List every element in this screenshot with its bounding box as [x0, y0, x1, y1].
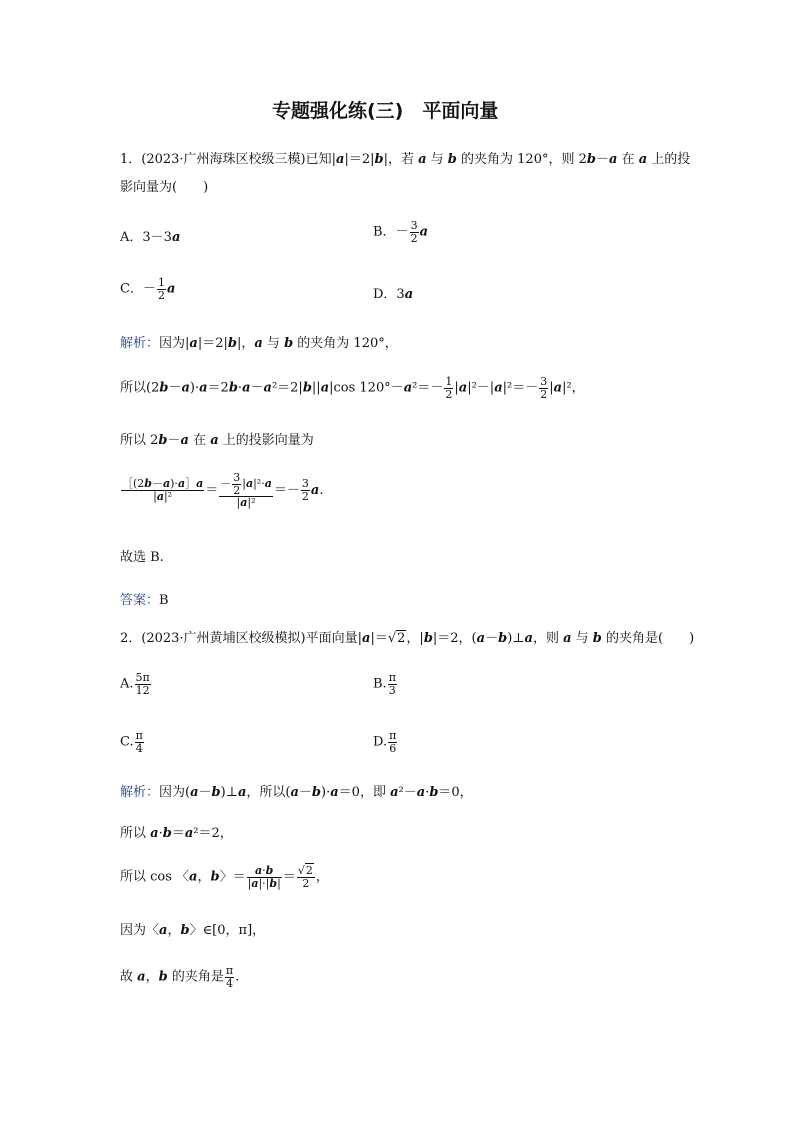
- page-title: 专题强化练(三) 平面向量: [272, 100, 499, 122]
- q1-option-d: D．3a: [373, 287, 414, 302]
- q1-option-b: B．－ $\frac{3}{2}$ a: [373, 219, 428, 245]
- q1-option-a: A．3－3a: [120, 230, 181, 245]
- q2-solution-line4: 因为〈a，b〉∈[0，π]，: [120, 923, 266, 938]
- q2-solution-line5: 故 a，b 的夹角是 $\frac{\pi}{4}$ .: [120, 964, 240, 990]
- q2-stem: 2．(2023·广州黄埔区校级模拟)平面向量|a|＝√2，|b|＝2，(a－b)⊥a，则 a 与 b 的夹角是( ): [120, 631, 695, 646]
- q1-solution-line5: 故选 B.: [120, 550, 164, 565]
- q2-option-a: A. $\frac{5\pi}{12}$: [120, 671, 150, 697]
- q1-stem-line2: 影向量为( ): [120, 180, 209, 195]
- q1-stem-line1: 1．(2023·广州海珠区校级三模)已知|a|＝2|b|，若 a 与 b 的夹角为 120°，则 2b－a 在 a 上的投: [120, 152, 691, 167]
- q1-solution-line3: 所以 2b－a 在 a 上的投影向量为: [120, 433, 314, 448]
- q1-solution-line2: 所以(2b－a)·a＝2b·a－a²＝2|b||a|cos 120°－a²＝－ $\frac{1}{2}$ |a|²－|a|²＝－ $\frac{3}{2}$ |a|²，: [120, 375, 585, 401]
- q2-solution-line1: 解析：因为(a－b)⊥a，所以(a－b)·a＝0，即 a²－a·b＝0，: [120, 785, 473, 800]
- q1-solution-line1: 解析：因为|a|＝2|b|，a 与 b 的夹角为 120°，: [120, 336, 398, 351]
- q1-answer: 答案：B: [120, 593, 169, 608]
- q1-solution-line4: $\frac{[(2b-a)\cdot a]a}{\text{|a|²}}$ ＝ － $\frac{3}{2}$ |a|²·a |a|² ＝－ $\frac{3}{2}$ a.: [122, 471, 324, 510]
- q1-option-c: C．－ $\frac{1}{2}$ a: [120, 276, 176, 302]
- q2-option-b: B. $\frac{\pi}{3}$: [373, 671, 396, 697]
- q2-solution-line3: 所以 cos 〈a，b〉＝ $\frac{a\cdot b}{|a|\cdot|b|}$ ＝ $\frac{√2}{2}$ ，: [120, 864, 329, 890]
- q2-option-c: C. $\frac{\pi}{4}$: [120, 729, 143, 755]
- q2-solution-line2: 所以 a·b＝a²＝2，: [120, 826, 233, 841]
- q2-option-d: D. $\frac{\pi}{6}$: [373, 729, 397, 755]
